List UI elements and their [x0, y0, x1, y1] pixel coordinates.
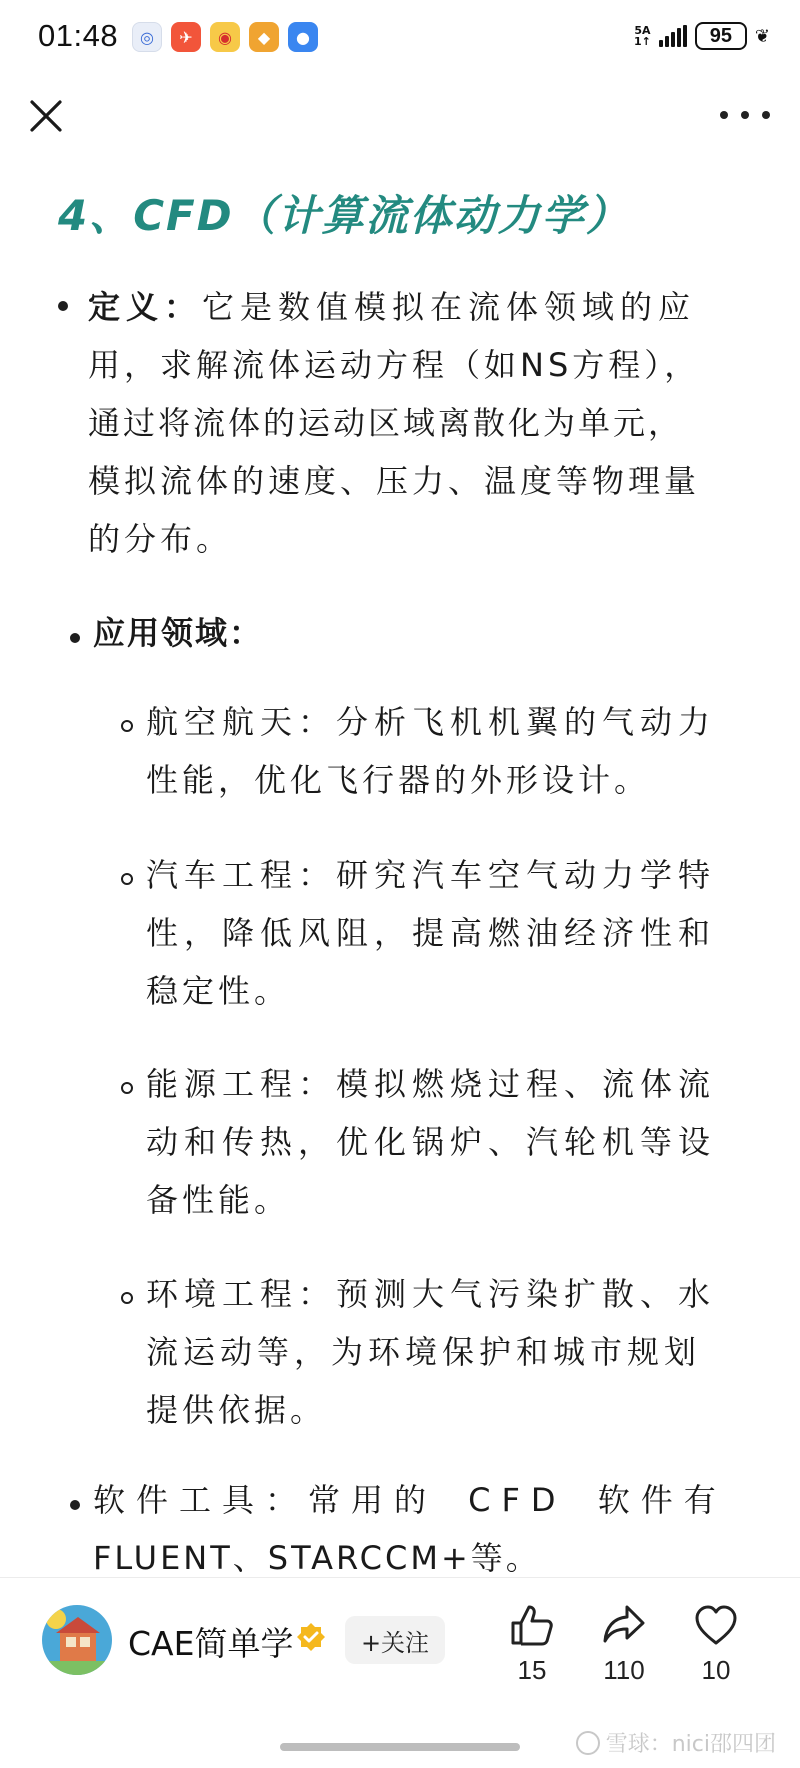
application-item-line: 能源工程：模拟燃烧过程、流体流	[146, 1065, 717, 1103]
avatar-image	[42, 1605, 112, 1675]
heart-icon	[693, 1603, 739, 1647]
verified-badge-icon	[296, 1622, 326, 1652]
application-item-line: 性，降低风阻，提高燃油经济性和	[146, 914, 717, 952]
app-notification-icon: ◆	[249, 22, 279, 52]
battery-indicator: 95	[695, 22, 747, 50]
applications-label: 应用领域：	[93, 614, 264, 652]
application-item-line: 提供依据。	[146, 1391, 327, 1429]
application-item-line: 动和传热，优化锅炉、汽轮机等设	[146, 1123, 717, 1161]
favorite-button[interactable]	[676, 1603, 756, 1686]
follow-button[interactable]: +关注	[345, 1616, 445, 1664]
dot-icon	[720, 111, 728, 119]
bottom-divider	[0, 1577, 800, 1578]
application-item-line: 航空航天：分析飞机机翼的气动力	[146, 703, 717, 741]
status-time: 01:48	[38, 18, 119, 53]
definition-line: 通过将流体的运动区域离散化为单元，	[88, 404, 684, 442]
definition-line: 定义：它是数值模拟在流体领域的应	[88, 288, 697, 326]
network-type: 5A 1↑	[634, 24, 651, 48]
leaf-icon: ❦	[754, 25, 770, 47]
definition-line: 模拟流体的速度、压力、温度等物理量	[88, 462, 701, 500]
close-icon	[26, 96, 66, 136]
author-name[interactable]: CAE简单学	[128, 1624, 294, 1663]
xueqiu-logo-icon	[576, 1731, 600, 1755]
favorite-count: 10	[701, 1655, 731, 1685]
definition-line: 的分布。	[88, 520, 233, 558]
section-heading: 4、CFD（计算流体动力学）	[58, 191, 630, 240]
app-notification-icon: ✈	[171, 22, 201, 52]
sub-bullet-icon	[121, 1292, 133, 1304]
notification-icons	[132, 22, 318, 52]
software-line: 软件工具：常用的 CFD 软件有	[93, 1481, 727, 1519]
home-indicator[interactable]	[280, 1743, 520, 1751]
close-button[interactable]	[26, 96, 66, 136]
watermark: 雪球：nici邵四团	[576, 1727, 776, 1758]
application-item-line: 汽车工程：研究汽车空气动力学特	[146, 856, 717, 894]
application-item-line: 流运动等，为环境保护和城市规划	[146, 1333, 702, 1371]
app-notification-icon: ◎	[132, 22, 162, 52]
signal-icon	[659, 25, 687, 47]
status-bar	[0, 0, 800, 78]
message-icon: ●	[288, 22, 318, 52]
system-icons	[634, 22, 770, 50]
share-button[interactable]	[584, 1603, 664, 1686]
share-count: 110	[603, 1655, 645, 1685]
sub-bullet-icon	[121, 720, 133, 732]
author-avatar[interactable]	[42, 1605, 112, 1675]
definition-label: 定义：	[88, 288, 203, 326]
bullet-icon	[70, 633, 80, 643]
sub-bullet-icon	[121, 1082, 133, 1094]
software-line: FLUENT、STARCCM+等。	[93, 1539, 541, 1577]
share-icon	[601, 1603, 647, 1647]
application-item-line: 环境工程：预测大气污染扩散、水	[146, 1275, 717, 1313]
application-item-line: 稳定性。	[146, 972, 291, 1010]
bullet-icon	[70, 1500, 80, 1510]
application-item-line: 性能，优化飞行器的外形设计。	[146, 761, 651, 799]
dot-icon	[741, 111, 749, 119]
application-item-line: 备性能。	[146, 1181, 291, 1219]
dot-icon	[762, 111, 770, 119]
more-options-button[interactable]	[720, 100, 770, 130]
like-button[interactable]	[492, 1603, 572, 1686]
sub-bullet-icon	[121, 873, 133, 885]
definition-line: 用，求解流体运动方程（如NS方程），	[88, 346, 701, 384]
thumbs-up-icon	[509, 1603, 555, 1647]
like-count: 15	[517, 1655, 547, 1685]
weibo-icon: ◉	[210, 22, 240, 52]
bullet-icon	[58, 301, 68, 311]
